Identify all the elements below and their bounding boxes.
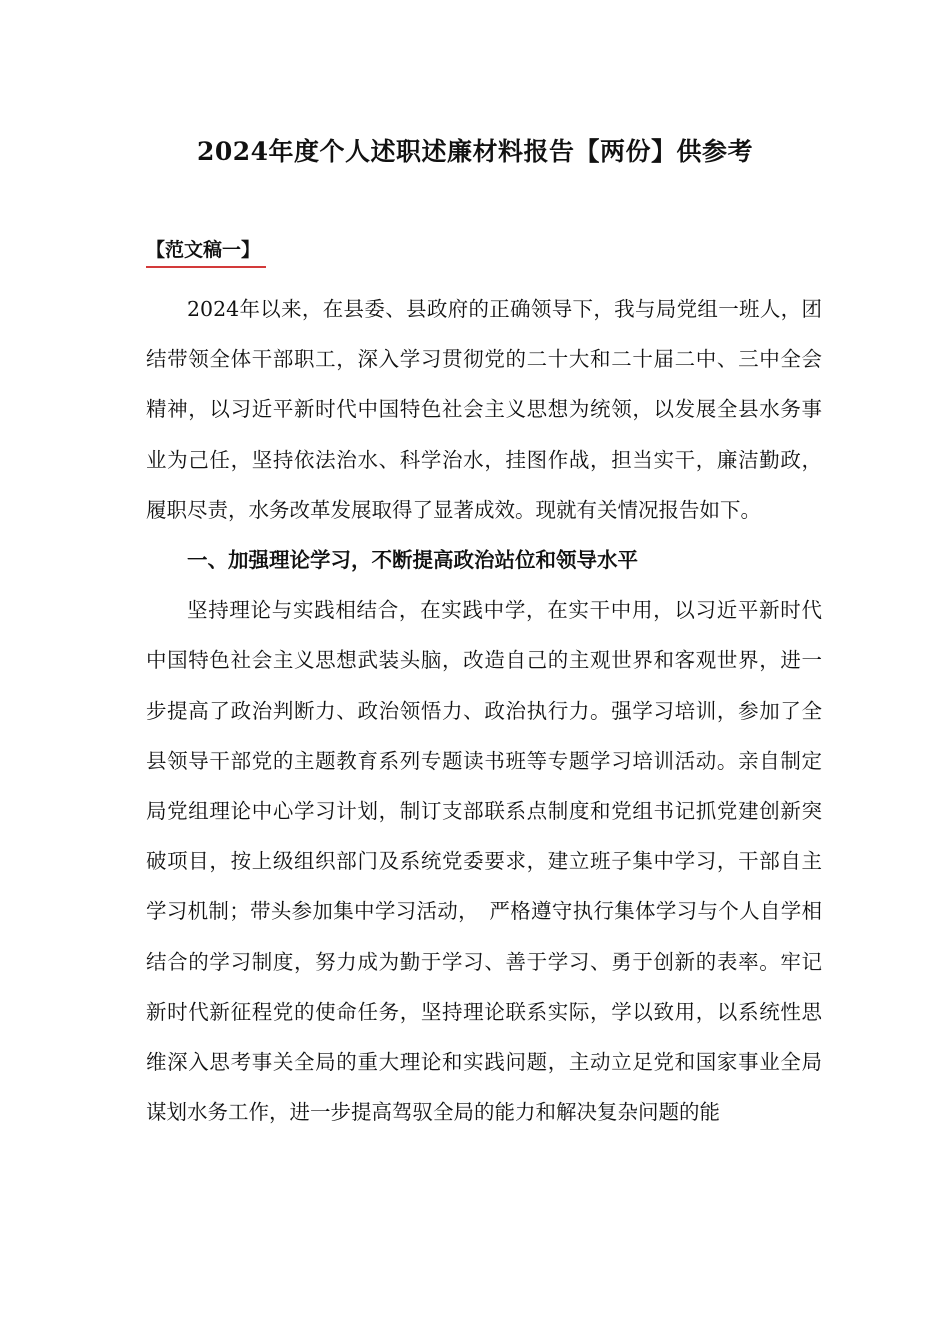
document-body [146,284,822,1137]
paragraph-intro: 2024年以来，在县委、县政府的正确领导下，我与局党组一班人，团结带领全体干部职工，深入学习贯彻党的二十大和二十届二中、三中全会精神，以习近平新时代中国特色社会主义思想为统领，以发展全县水务事业为己任，坚持依法治水、科学治水，挂图作战，担当实干，廉洁勤政，履职尽责，水务改革发展取得了显著成效。现就有关情况报告如下。 [146,297,822,522]
section-label: 【范文稿一】 [146,234,266,268]
document-title: 2024年度个人述职述廉材料报告【两份】供参考 [196,137,754,166]
paragraph-study: 坚持理论与实践相结合，在实践中学，在实干中用，以习近平新时代中国特色社会主义思想武装头脑，改造自己的主观世界和客观世界，进一步提高了政治判断力、政治领悟力、政治执行力。强学习培训，参加了全县领导干部党的主题教育系列专题读书班等专题学习培训活动。亲自制定局党组理论中心学习计划，制订支部联系点制度和党组书记抓党建创新突破项目，按上级组织部门及系统党委要求，建立班子集中学习，干部自主学习机制；带头参加集中学习活动， 严格遵守执行集体学习与个人自学相结合的学习制度，努力成为勤于学习、善于学习、勇于创新的表率。牢记新时代新征程党的使命任务，坚持理论联系实际，学以致用，以系统性思维深入思考事关全局的重大理论和实践问题，主动立足党和国家事业全局谋划水务工作，进一步提高驾驭全局的能力和解决复杂问题的能 [146,598,822,1125]
section-heading-1: 一、加强理论学习，不断提高政治站位和领导水平 [187,548,638,573]
